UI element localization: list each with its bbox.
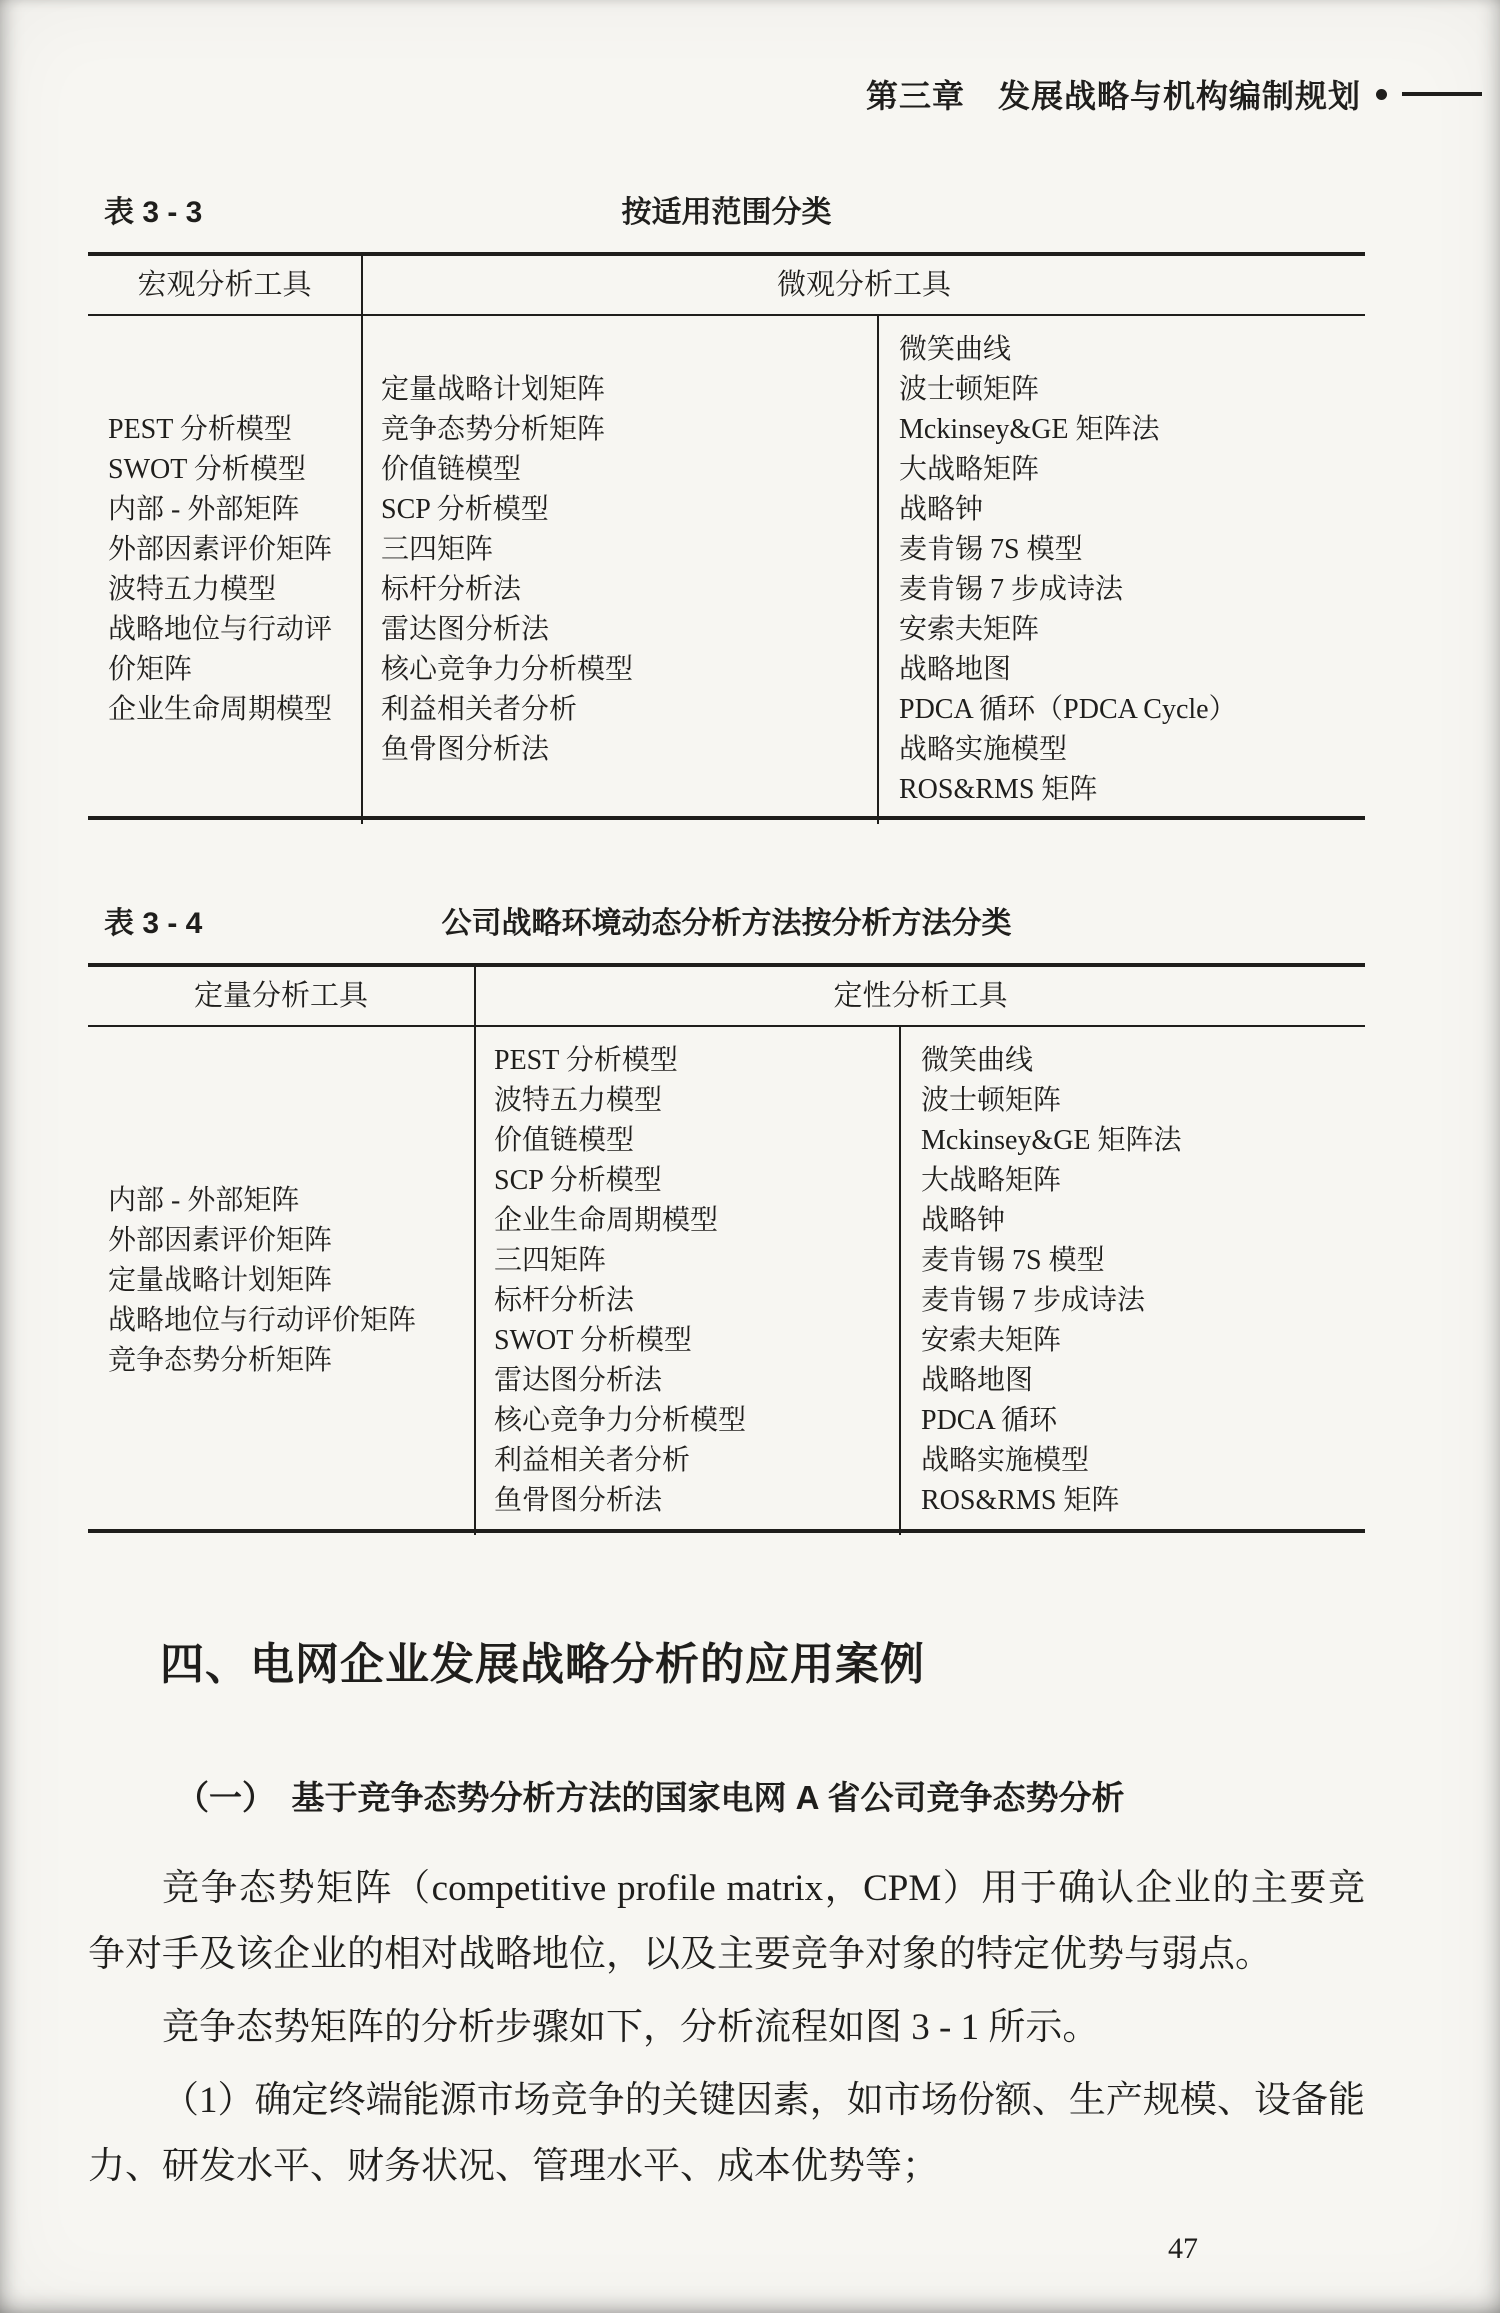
table-cell-line: 安索夫矩阵 — [899, 614, 1040, 645]
table-cell-line: 波士顿矩阵 — [899, 374, 1040, 405]
table-cell-line: PEST 分析模型 — [108, 414, 292, 445]
table2-caption — [88, 903, 1365, 945]
table-cell-line: 竞争态势分析矩阵 — [108, 1345, 333, 1376]
subsection-heading: （一） 基于竞争态势分析方法的国家电网 A 省公司竞争态势分析 — [176, 1779, 1125, 1816]
body-paragraphs — [88, 1856, 1365, 2207]
table2-col1-header: 定量分析工具 — [88, 967, 476, 1025]
table-cell-line: 竞争态势分析矩阵 — [381, 414, 606, 445]
table-cell-line: SWOT 分析模型 — [494, 1325, 692, 1356]
table2-col3-cell — [901, 1027, 1365, 1535]
table-cell-line: 麦肯锡 7S 模型 — [899, 534, 1083, 565]
table-cell-line: 雷达图分析法 — [494, 1365, 663, 1396]
table-cell-line: 鱼骨图分析法 — [494, 1485, 663, 1516]
table1-title: 按适用范围分类 — [621, 196, 832, 229]
chapter-title: 第三章 发展战略与机构编制规划 — [865, 78, 1361, 114]
table-cell-line: 三四矩阵 — [494, 1245, 607, 1276]
table-cell-line: Mckinsey&GE 矩阵法 — [899, 414, 1160, 445]
table-cell-line: 麦肯锡 7 步成诗法 — [899, 574, 1124, 605]
table2-col2-cell — [476, 1027, 901, 1535]
table-cell-line: 战略地位与行动评价矩阵 — [108, 1305, 417, 1336]
table-cell-line: 企业生命周期模型 — [494, 1205, 719, 1236]
table-cell-line: 安索夫矩阵 — [921, 1325, 1062, 1356]
table-cell-line: 内部 - 外部矩阵 — [108, 494, 300, 525]
table1-col1-header: 宏观分析工具 — [88, 256, 363, 314]
paragraph: （1）确定终端能源市场竞争的关键因素，如市场份额、生产规模、设备能力、研发水平、财务状况、管理水平、成本优势等； — [88, 2080, 1365, 2187]
table-cell-line: PDCA 循环 — [921, 1405, 1058, 1436]
chapter-header — [0, 72, 1482, 116]
table-cell-line: 雷达图分析法 — [381, 614, 550, 645]
table1-label: 表 3 - 3 — [104, 196, 203, 229]
table-cell-line: 标杆分析法 — [381, 574, 522, 605]
table-cell-line: SCP 分析模型 — [381, 494, 549, 525]
table-cell-line: PDCA 循环（PDCA Cycle） — [899, 694, 1237, 725]
table2-body — [88, 1027, 1365, 1529]
table-cell-line: 定量战略计划矩阵 — [108, 1265, 333, 1296]
table-cell-line: 三四矩阵 — [381, 534, 494, 565]
page-number: 47 — [1168, 2232, 1198, 2265]
table-cell-line: 战略地图 — [899, 654, 1012, 685]
table1-col1-cell — [88, 316, 363, 824]
table-cell-line: 价值链模型 — [494, 1125, 635, 1156]
table-cell-line: 外部因素评价矩阵 — [108, 1225, 333, 1256]
table-cell-line: 利益相关者分析 — [381, 694, 578, 725]
table-cell-line: 微笑曲线 — [899, 334, 1012, 365]
table-cell-line: 战略地位与行动评价矩阵 — [108, 614, 333, 685]
table-cell-line: 标杆分析法 — [494, 1285, 635, 1316]
paragraph: 竞争态势矩阵的分析步骤如下，分析流程如图 3 - 1 所示。 — [162, 2007, 1100, 2048]
table1-col3-cell — [879, 316, 1365, 824]
table-cell-line: 企业生命周期模型 — [108, 694, 333, 725]
table-cell-line: 鱼骨图分析法 — [381, 734, 550, 765]
table-3-4 — [88, 963, 1365, 1533]
paragraph: 竞争态势矩阵（competitive profile matrix，CPM）用于确认企业的主要竞争对手及该企业的相对战略地位，以及主要竞争对象的特定优势与弱点。 — [88, 1868, 1365, 1975]
table-cell-line: ROS&RMS 矩阵 — [921, 1485, 1120, 1516]
table2-col1-cell — [88, 1027, 476, 1535]
table2-header-row — [88, 967, 1365, 1027]
table-cell-line: 麦肯锡 7S 模型 — [921, 1245, 1105, 1276]
section-heading: 四、电网企业发展战略分析的应用案例 — [160, 1640, 925, 1689]
table-cell-line: SWOT 分析模型 — [108, 454, 306, 485]
table-cell-line: 战略实施模型 — [921, 1445, 1090, 1476]
table2-col2-header: 定性分析工具 — [833, 980, 1008, 1012]
table-cell-line: 利益相关者分析 — [494, 1445, 691, 1476]
table1-col2-header: 微观分析工具 — [776, 269, 951, 301]
table1-header-row — [88, 256, 1365, 316]
table-cell-line: 麦肯锡 7 步成诗法 — [921, 1285, 1146, 1316]
table-cell-line: 大战略矩阵 — [921, 1165, 1062, 1196]
table1-col2-cell — [363, 316, 879, 824]
table-cell-line: 微笑曲线 — [921, 1045, 1034, 1076]
table-cell-line: Mckinsey&GE 矩阵法 — [921, 1125, 1182, 1156]
table2-label: 表 3 - 4 — [104, 907, 203, 940]
table-cell-line: 价值链模型 — [381, 454, 522, 485]
table-cell-line: 定量战略计划矩阵 — [381, 374, 606, 405]
table-cell-line: 波特五力模型 — [494, 1085, 663, 1116]
table-cell-line: 外部因素评价矩阵 — [108, 534, 333, 565]
table-cell-line: ROS&RMS 矩阵 — [899, 774, 1098, 805]
table-cell-line: 战略钟 — [921, 1205, 1006, 1236]
table-cell-line: 波士顿矩阵 — [921, 1085, 1062, 1116]
table1-body — [88, 316, 1365, 816]
table-cell-line: 核心竞争力分析模型 — [494, 1405, 747, 1436]
table1-caption — [88, 192, 1365, 234]
table-cell-line: 大战略矩阵 — [899, 454, 1040, 485]
table-cell-line: 核心竞争力分析模型 — [381, 654, 634, 685]
table-cell-line: 内部 - 外部矩阵 — [108, 1185, 300, 1216]
table-cell-line: 战略钟 — [899, 494, 984, 525]
table-cell-line: 波特五力模型 — [108, 574, 277, 605]
table-cell-line: SCP 分析模型 — [494, 1165, 662, 1196]
table-cell-line: PEST 分析模型 — [494, 1045, 678, 1076]
bullet-icon — [1376, 89, 1387, 100]
table-3-3 — [88, 252, 1365, 820]
table2-title: 公司战略环境动态分析方法按分析方法分类 — [441, 907, 1012, 940]
table-cell-line: 战略地图 — [921, 1365, 1034, 1396]
header-rule-line — [1402, 92, 1482, 96]
table-cell-line: 战略实施模型 — [899, 734, 1068, 765]
